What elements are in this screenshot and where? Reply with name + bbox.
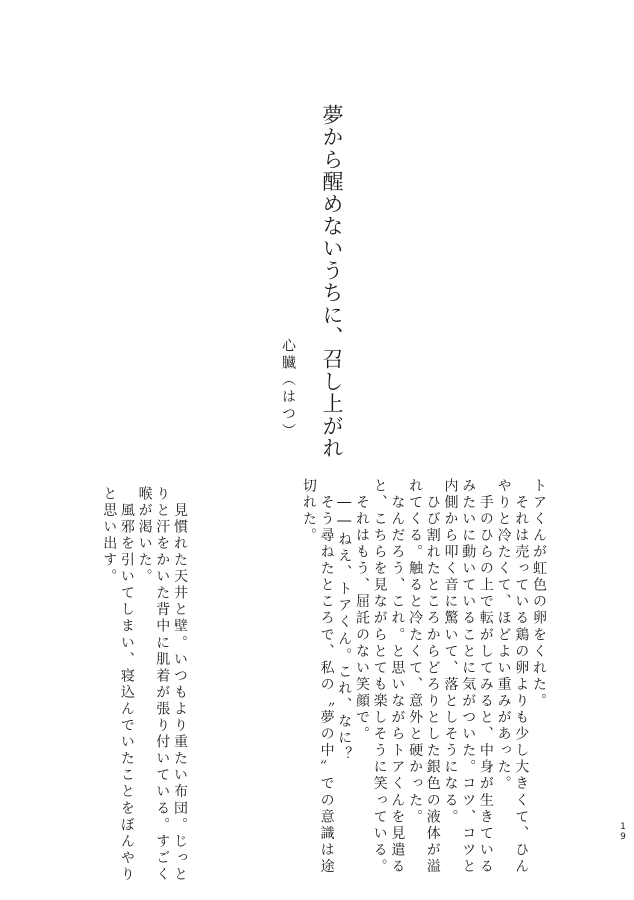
text-line: それはもう、屈託のない笑顔で。 — [353, 478, 370, 743]
page-number-digit: 1 — [620, 822, 626, 832]
page-number-digit: 9 — [620, 832, 626, 842]
body-text-block-2 — [82, 486, 188, 884]
text-line: 喉が渇いた。 — [136, 486, 153, 586]
text-line: りと汗をかいた背中に肌着が張り付いている。すごく — [154, 486, 171, 884]
text-line: それは売っている鶏の卵よりも少し大きくて、ひん — [513, 478, 530, 876]
page-title: 夢から醒めないうちに、召し上がれ — [320, 104, 344, 460]
author-name: 心臓（はつ） — [280, 338, 296, 440]
text-line: 見慣れた天井と壁。いつもより重たい布団。じっと — [172, 486, 188, 884]
text-line: みたいに動いていることに気がついた。コツ、コツと — [460, 478, 477, 876]
body-text-block-1 — [232, 478, 547, 876]
page-number — [618, 822, 628, 842]
text-line: 手のひらの上で転がしてみると、中身が生きている — [477, 478, 494, 876]
text-line: と、こちらを見ながらとても楽しそうに笑っている。 — [371, 478, 388, 876]
text-line: やりと冷たくて、ほどよい重みがあった。 — [495, 478, 512, 793]
text-line: 内側から叩く音に驚いて、落としそうになる。 — [442, 478, 459, 826]
text-line: なんだろう、これ。と思いながらトアくんを見遣る — [389, 478, 406, 876]
text-line: れてくる。触ると冷たくて、意外と硬かった。 — [407, 478, 424, 826]
text-line: そう尋ねたところで、私の〝夢の中〟での意識は途 — [318, 478, 335, 876]
text-line: ――ねえ、トアくん。これ、なに？ — [336, 478, 353, 764]
text-line: 切れた。 — [300, 478, 317, 545]
text-line: と思い出す。 — [101, 486, 118, 586]
text-line: ひび割れたところからどろりとした銀色の液体が溢 — [424, 478, 441, 876]
text-line: トアくんが虹色の卵をくれた。 — [531, 478, 547, 710]
text-line: 風邪を引いてしまい、寝込んでいたことをぼんやり — [118, 486, 135, 884]
